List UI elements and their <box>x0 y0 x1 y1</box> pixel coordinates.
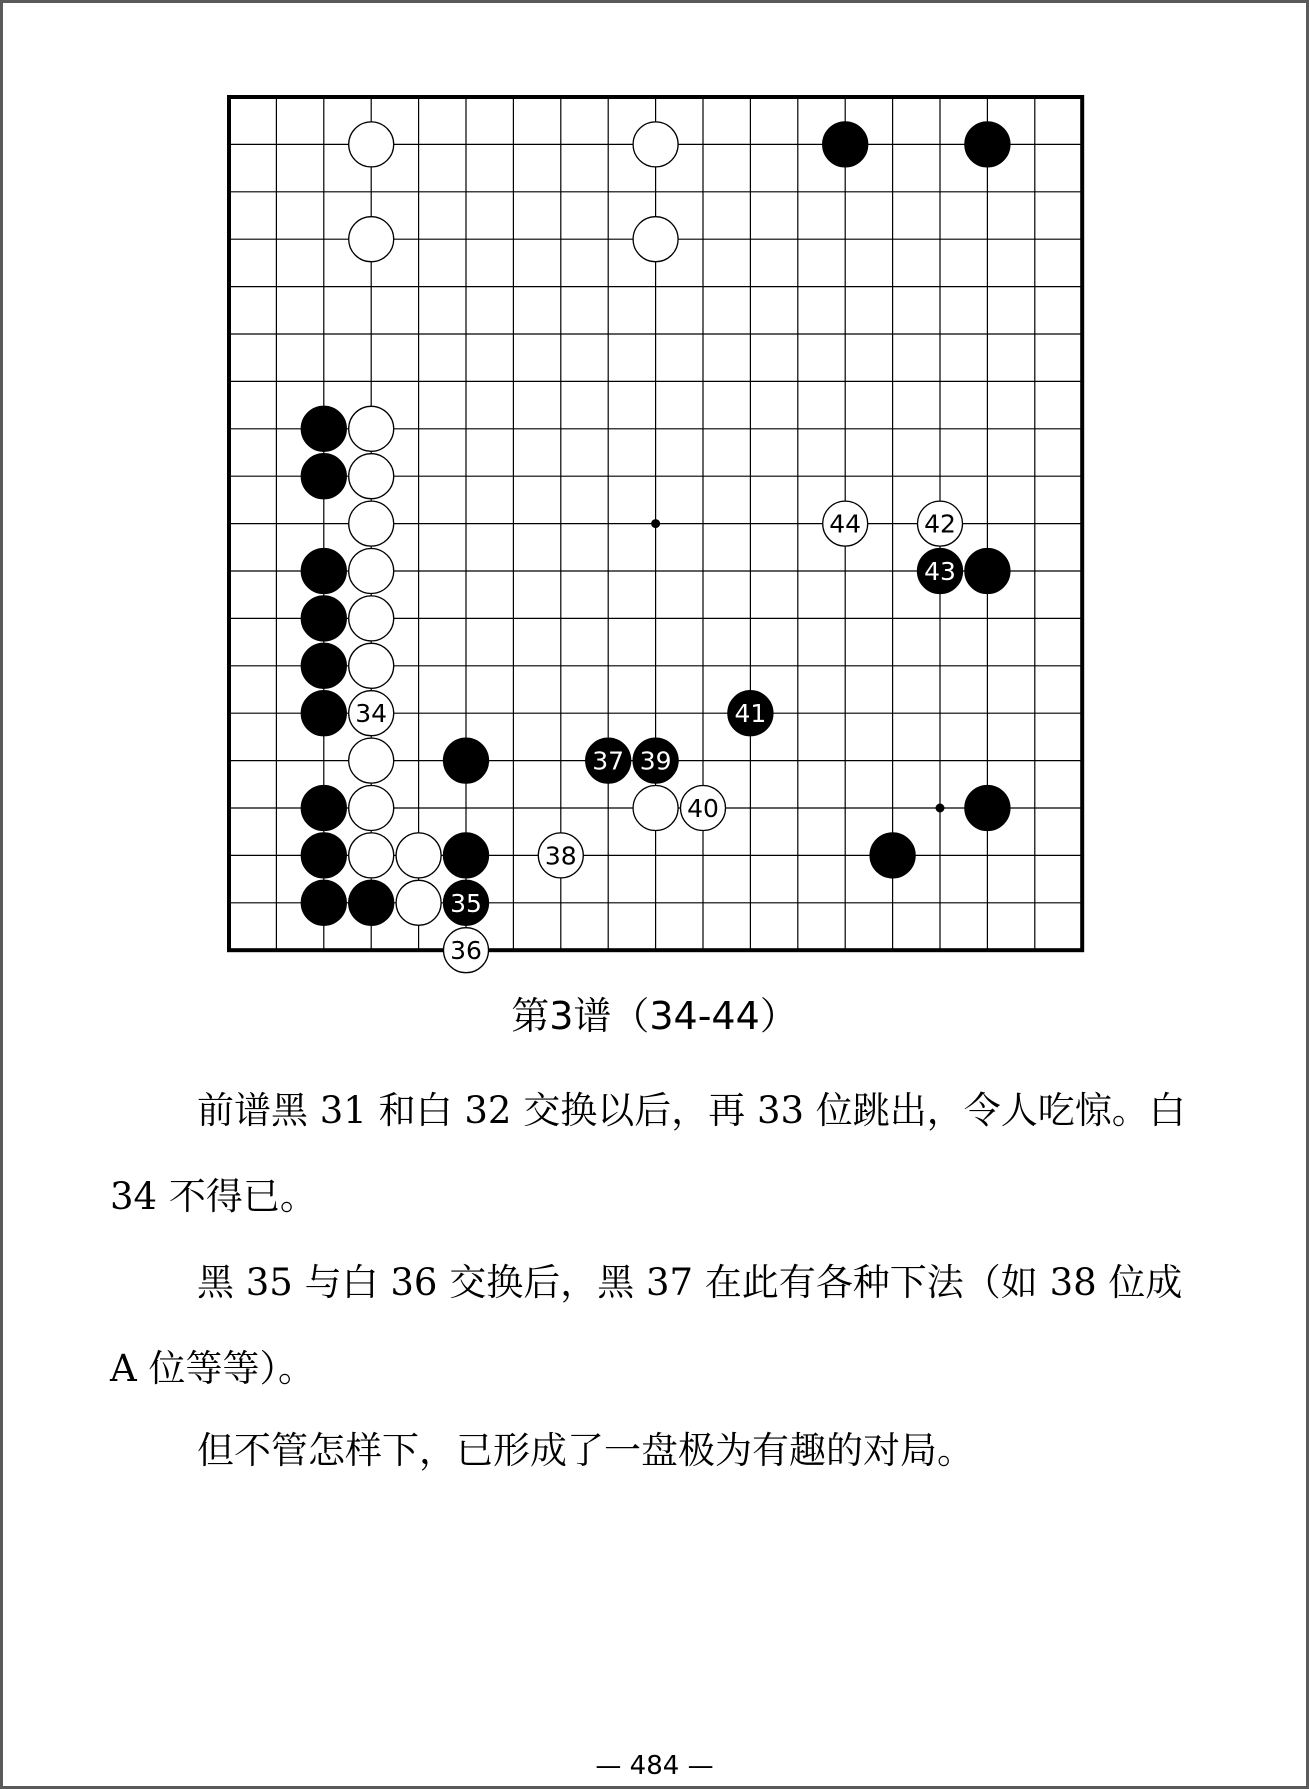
white-stone <box>349 454 394 499</box>
black-stone <box>965 122 1010 167</box>
black-stone <box>301 549 346 594</box>
stone-circle <box>349 786 394 831</box>
stone-circle <box>349 880 394 925</box>
white-stone <box>633 786 678 831</box>
stone-circle <box>349 122 394 167</box>
stone-circle <box>823 122 868 167</box>
black-stone <box>965 786 1010 831</box>
black-stone <box>301 406 346 451</box>
white-stone <box>349 406 394 451</box>
white-stone <box>396 833 441 878</box>
white-stone <box>349 643 394 688</box>
black-stone <box>444 880 489 925</box>
black-stone <box>301 596 346 641</box>
white-stone <box>823 501 868 546</box>
stone-circle <box>301 643 346 688</box>
stone-circle <box>965 549 1010 594</box>
stone-circle <box>349 738 394 783</box>
white-stone <box>681 786 726 831</box>
star-point <box>936 804 945 813</box>
paragraph-2: 黑 35 与白 36 交换后，黑 37 在此有各种下法（如 38 位成 A 位等等）。 <box>110 1261 1183 1390</box>
stone-circle <box>633 786 678 831</box>
stone-circle <box>301 549 346 594</box>
white-stone <box>349 833 394 878</box>
black-stone <box>586 738 631 783</box>
white-stone <box>349 738 394 783</box>
stone-circle <box>301 596 346 641</box>
star-point <box>651 519 660 528</box>
black-stone <box>823 122 868 167</box>
stone-circle <box>349 501 394 546</box>
stone-circle <box>870 833 915 878</box>
stone-circle <box>349 406 394 451</box>
paragraph-3: 但不管怎样下，已形成了一盘极为有趣的对局。 <box>197 1429 974 1472</box>
move-number: 42 <box>924 509 956 539</box>
move-number: 44 <box>829 509 862 539</box>
paragraph-1: 前谱黑 31 和白 32 交换以后，再 33 位跳出，令人吃惊。白 34 不得已。 <box>110 1089 1186 1218</box>
stone-circle <box>349 833 394 878</box>
black-stone <box>301 786 346 831</box>
stone-circle <box>965 786 1010 831</box>
white-stone <box>349 549 394 594</box>
white-stone <box>349 786 394 831</box>
stone-circle <box>633 122 678 167</box>
stone-circle <box>349 454 394 499</box>
stone-circle <box>301 454 346 499</box>
stone-circle <box>301 406 346 451</box>
white-stone <box>396 880 441 925</box>
stone-circle <box>301 880 346 925</box>
black-stone <box>444 738 489 783</box>
move-number: 36 <box>450 936 482 966</box>
black-stone <box>965 549 1010 594</box>
stone-circle <box>965 122 1010 167</box>
black-stone <box>728 691 773 736</box>
white-stone <box>349 217 394 262</box>
black-stone <box>444 833 489 878</box>
black-stone <box>918 549 963 594</box>
diagram-caption: 第3谱（34-44） <box>511 994 798 1038</box>
black-stone <box>301 454 346 499</box>
white-stone <box>918 501 963 546</box>
white-stone <box>444 928 489 973</box>
stone-circle <box>301 833 346 878</box>
black-stone <box>870 833 915 878</box>
white-stone <box>538 833 583 878</box>
white-stone <box>633 122 678 167</box>
black-stone <box>349 880 394 925</box>
move-number: 40 <box>687 794 719 823</box>
stone-circle <box>301 691 346 736</box>
stone-circle <box>444 833 489 878</box>
move-number: 34 <box>355 699 388 729</box>
stone-circle <box>349 549 394 594</box>
white-stone <box>349 691 394 736</box>
stone-circle <box>633 217 678 262</box>
move-number: 35 <box>450 888 482 918</box>
black-stone <box>301 691 346 736</box>
black-stone <box>301 833 346 878</box>
move-number: 38 <box>544 841 577 871</box>
stone-circle <box>349 217 394 262</box>
stone-circle <box>301 786 346 831</box>
stone-circle <box>396 880 441 925</box>
page-number: — 484 — <box>595 1751 714 1781</box>
white-stone <box>349 596 394 641</box>
stone-circle <box>349 596 394 641</box>
black-stone <box>301 643 346 688</box>
stone-circle <box>349 643 394 688</box>
black-stone <box>301 880 346 925</box>
move-number: 39 <box>639 746 672 776</box>
black-stone <box>633 738 678 783</box>
stone-circle <box>444 738 489 783</box>
white-stone <box>349 122 394 167</box>
move-number: 41 <box>734 699 767 729</box>
white-stone <box>633 217 678 262</box>
move-number: 43 <box>924 557 956 586</box>
white-stone <box>349 501 394 546</box>
stone-circle <box>396 833 441 878</box>
move-number: 37 <box>592 746 625 776</box>
